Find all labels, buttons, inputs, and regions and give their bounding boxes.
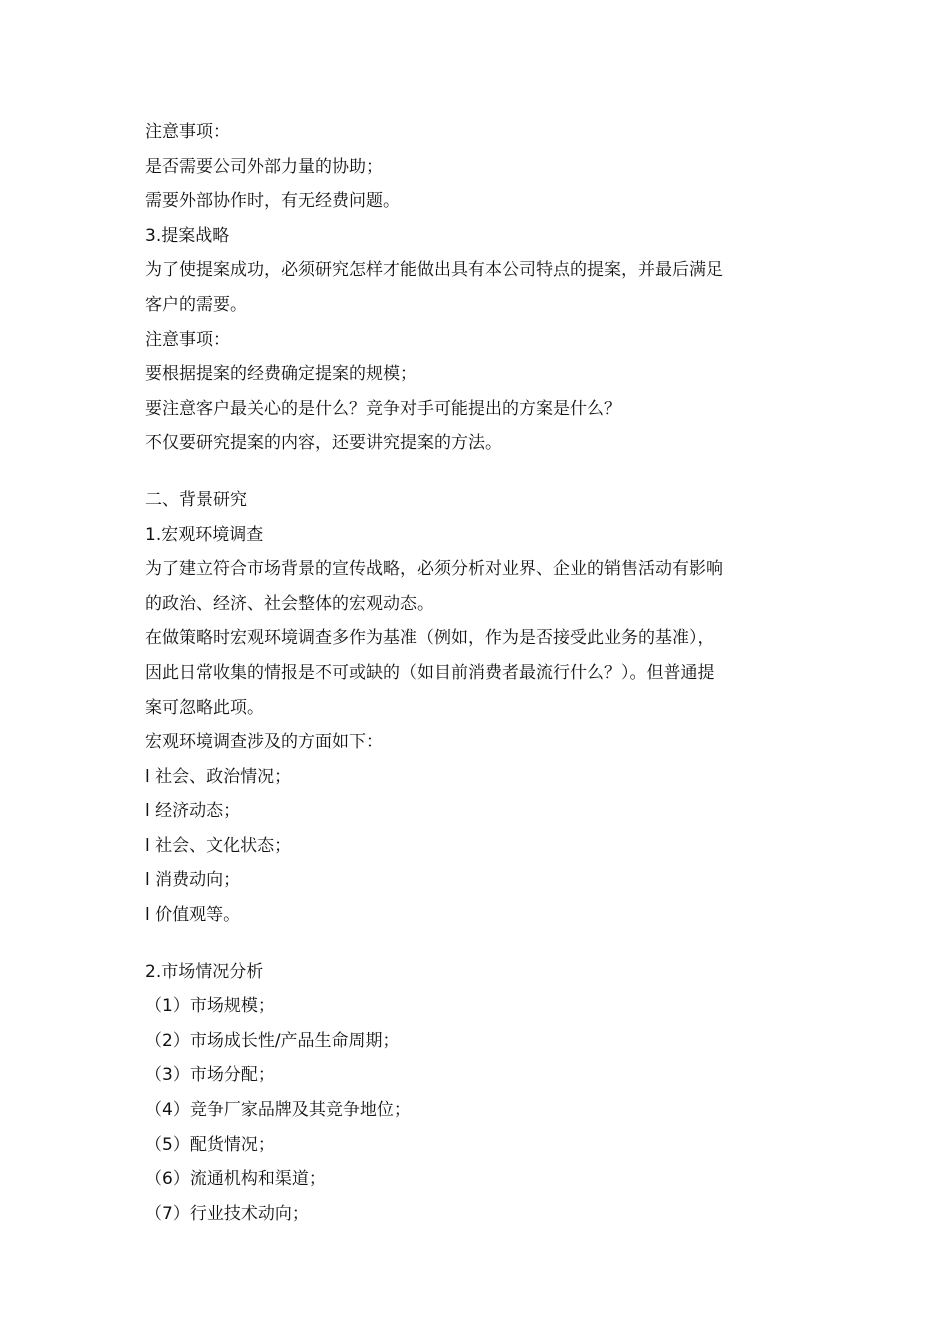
notes-label: 注意事项： [145,122,230,142]
paragraph-line: 在做策略时宏观环境调查多作为基准（例如，作为是否接受此业务的基准）， [145,628,715,649]
section-heading-background: 二、背景研究 [145,489,247,510]
bullet-item: l 社会、政治情况； [145,766,292,787]
note-item: 不仅要研究提案的内容，还要讲究提案的方法。 [145,433,502,454]
bullet-item: l 消费动向； [145,870,241,891]
note-item: 需要外部协作时，有无经费问题。 [145,191,400,212]
paragraph-line: 客户的需要。 [145,294,247,315]
bullet-item: l 价值观等。 [145,905,241,926]
paragraph-line: 为了使提案成功，必须研究怎样才能做出具有本公司特点的提案，并最后满足 [145,260,723,281]
numbered-item: （2）市场成长性/产品生命周期； [145,1030,400,1051]
section-heading-proposal-strategy: 3.提案战略 [145,225,230,246]
section-spacer [145,461,805,483]
bullet-item: l 社会、文化状态； [145,835,292,856]
paragraph-line: 因此日常收集的情报是不可或缺的（如目前消费者最流行什么？）。但普通提 [145,662,715,683]
sub-heading-macro-environment: 1.宏观环境调查 [145,524,264,545]
bullet-item: l 经济动态； [145,801,241,822]
paragraph-line: 案可忽略此项。 [145,697,264,718]
list-intro: 宏观环境调查涉及的方面如下： [145,732,383,753]
paragraph-line: 为了建立符合市场背景的宣传战略，必须分析对业界、企业的销售活动有影响 [145,559,723,580]
note-item: 是否需要公司外部力量的协助； [145,156,383,177]
numbered-item: （1）市场规模； [145,996,275,1017]
section-heading-market-analysis: 2.市场情况分析 [145,961,264,982]
numbered-item: （7）行业技术动向； [145,1203,309,1224]
numbered-item: （3）市场分配； [145,1065,275,1086]
note-item: 要注意客户最关心的是什么？竞争对手可能提出的方案是什么？ [145,398,621,419]
numbered-item: （6）流通机构和渠道； [145,1169,326,1190]
notes-label: 注意事项： [145,329,230,350]
note-item: 要根据提案的经费确定提案的规模； [145,364,417,385]
numbered-item: （4）竞争厂家品牌及其竞争地位； [145,1100,411,1121]
numbered-item: （5）配货情况； [145,1134,275,1155]
section-spacer [145,933,805,955]
document-page [145,115,805,1231]
paragraph-line: 的政治、经济、社会整体的宏观动态。 [145,593,434,614]
